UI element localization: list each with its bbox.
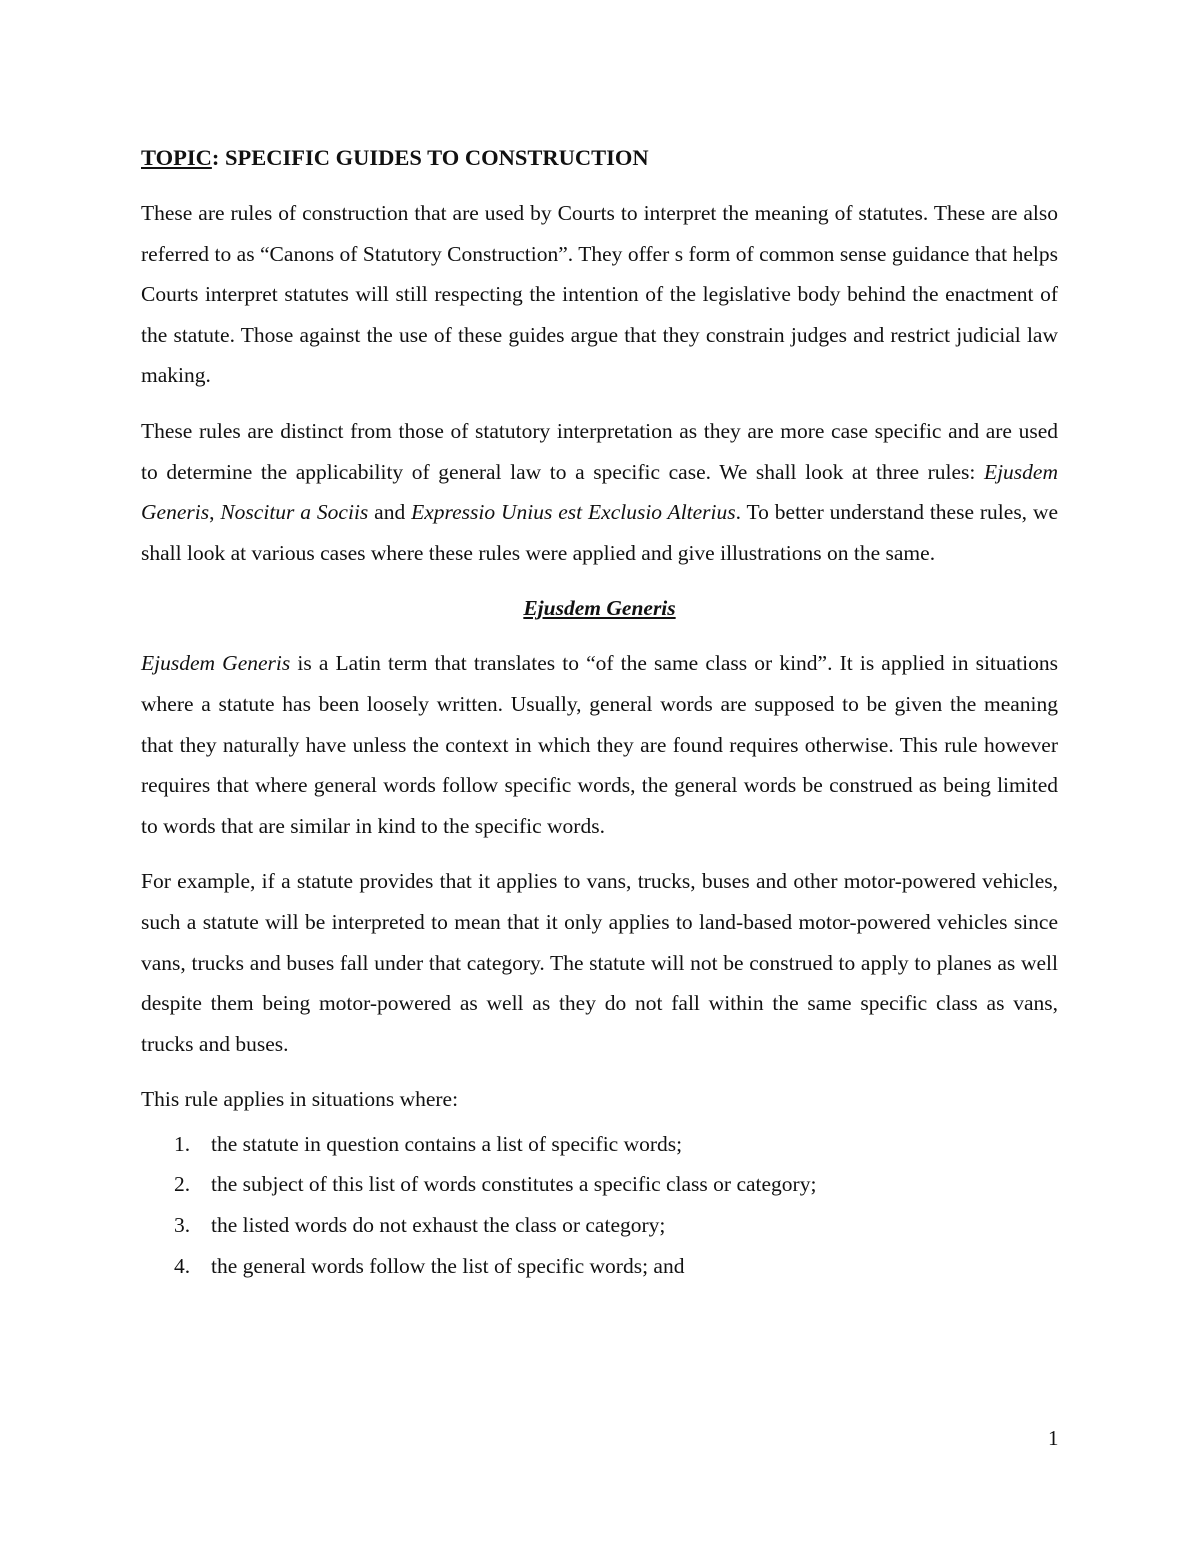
list-item-number: 3. (174, 1213, 191, 1238)
list-item (141, 1205, 1058, 1246)
paragraph-definition (141, 643, 1058, 846)
rule-name-ejusdem: Ejusdem Generis (141, 459, 1058, 525)
list-item-text: the statute in question contains a list of specific words; (211, 1131, 683, 1156)
paragraph-rules-text-d: . To better understand these rules, we shall look at various cases where these rules were applied and give illustrations on the same. (141, 500, 1059, 565)
section-heading: Ejusdem Generis (523, 596, 676, 621)
page-content (141, 138, 1058, 1286)
rule-name-expressio: Expressio Unius est Exclusio Alterius (411, 500, 736, 525)
list-item (141, 1124, 1058, 1165)
list-item-text: the general words follow the list of specific words; and (211, 1253, 685, 1278)
page-title (141, 138, 1058, 178)
list-item-number: 4. (174, 1253, 191, 1278)
paragraph-rules-text-c: and (368, 500, 412, 525)
list-item (141, 1164, 1058, 1205)
paragraph-rules-text-b: , (209, 500, 221, 525)
page-number: 1 (1048, 1426, 1059, 1450)
title-label: TOPIC (141, 145, 212, 170)
paragraph-intro: These are rules of construction that are used by Courts to interpret the meaning of statutes. These are also referred to as “Canons of Statutory Construction”. They offer s form of common sense guidance that helps Courts interpret statutes will still respecting the intention of the legislative body behind the enactment of the statute. Those against the use of these guides argue that they constrain judges and restrict judicial law making. (141, 201, 1058, 388)
list-item-text: the listed words do not exhaust the class or category; (211, 1213, 666, 1238)
paragraph-example: For example, if a statute provides that it applies to vans, trucks, buses and other motor-powered vehicles, such a statute will be interpreted to mean that it only applies to land-based motor-powered vehicles since vans, trucks and buses fall under that category. The statute will not be construed to apply to planes as well despite them being motor-powered as well as they do not fall within the same specific class as vans, trucks and buses. (141, 869, 1058, 1056)
paragraph-rules-overview (141, 411, 1058, 573)
paragraph-rules-text-a: These rules are distinct from those of statutory interpretation as they are more case specific and are used to determine the applicability of general law to a specific case. We shall look at three rules: (141, 418, 1058, 484)
rule-name-noscitur: Noscitur a Sociis (220, 500, 369, 525)
list-item-text: the subject of this list of words constitutes a specific class or category; (211, 1172, 817, 1197)
definition-text: is a Latin term that translates to “of the same class or kind”. It is applied in situations where a statute has been loosely written. Usually, general words are supposed to be given the meaning that they naturally have unless the context in which they are found requires otherwise. This rule however requires that where general words follow specific words, the general words be construed as being limited to words that are similar in kind to the specific words. (141, 651, 1058, 838)
paragraph-conditions-intro: This rule applies in situations where: (141, 1087, 459, 1112)
conditions-list (141, 1124, 1058, 1286)
list-item-number: 2. (174, 1172, 191, 1197)
defined-term: Ejusdem Generis (141, 651, 291, 676)
title-text: : SPECIFIC GUIDES TO CONSTRUCTION (211, 145, 649, 170)
list-item-number: 1. (174, 1131, 191, 1156)
list-item (141, 1246, 1058, 1287)
